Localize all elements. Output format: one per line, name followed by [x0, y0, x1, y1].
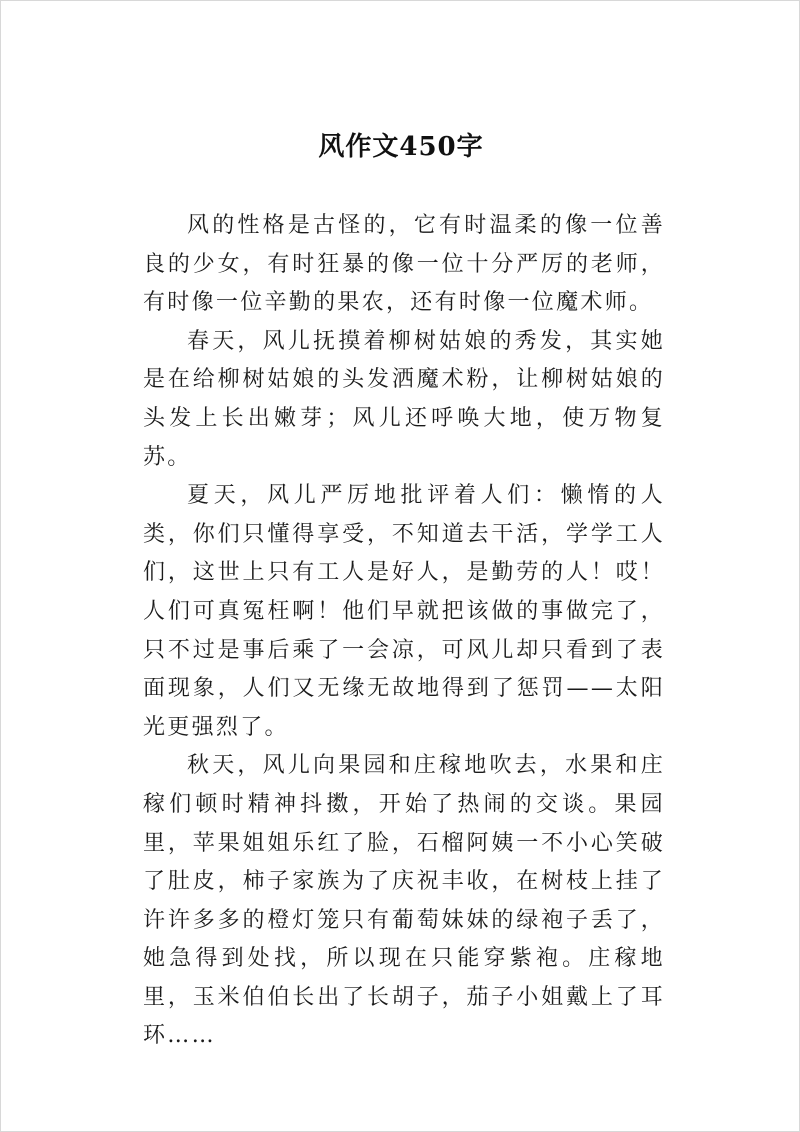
paragraph-character: 风的性格是古怪的，它有时温柔的像一位善良的少女，有时狂暴的像一位十分严厉的老师，有时像一位辛勤的果农，还有时像一位魔术师。 [143, 213, 665, 316]
document-body [143, 207, 665, 1056]
paragraph-summer: 夏天，风儿严厉地批评着人们：懒惰的人类，你们只懂得享受，不知道去干活，学学工人们，这世上只有工人是好人，是勤劳的人！哎！人们可真冤枉啊！他们早就把该做的事做完了，只不过是事后乘了一会凉，可风儿却只看到了表面现象，人们又无缘无故地得到了惩罚——太阳光更强烈了。 [143, 483, 665, 740]
paragraph-spring: 春天，风儿抚摸着柳树姑娘的秀发，其实她是在给柳树姑娘的头发洒魔术粉，让柳树姑娘的头发上长出嫩芽；风儿还呼唤大地，使万物复苏。 [143, 328, 665, 470]
paragraph-autumn: 秋天，风儿向果园和庄稼地吹去，水果和庄稼们顿时精神抖擞，开始了热闹的交谈。果园里，苹果姐姐乐红了脸，石榴阿姨一不小心笑破了肚皮，柿子家族为了庆祝丰收，在树枝上挂了许许多多的橙灯笼只有葡萄妹妹的绿袍子丢了，她急得到处找，所以现在只能穿紫袍。庄稼地里，玉米伯伯长出了长胡子，茄子小姐戴上了耳环…… [143, 753, 665, 1049]
document-title: 风作文450字 [318, 132, 484, 163]
